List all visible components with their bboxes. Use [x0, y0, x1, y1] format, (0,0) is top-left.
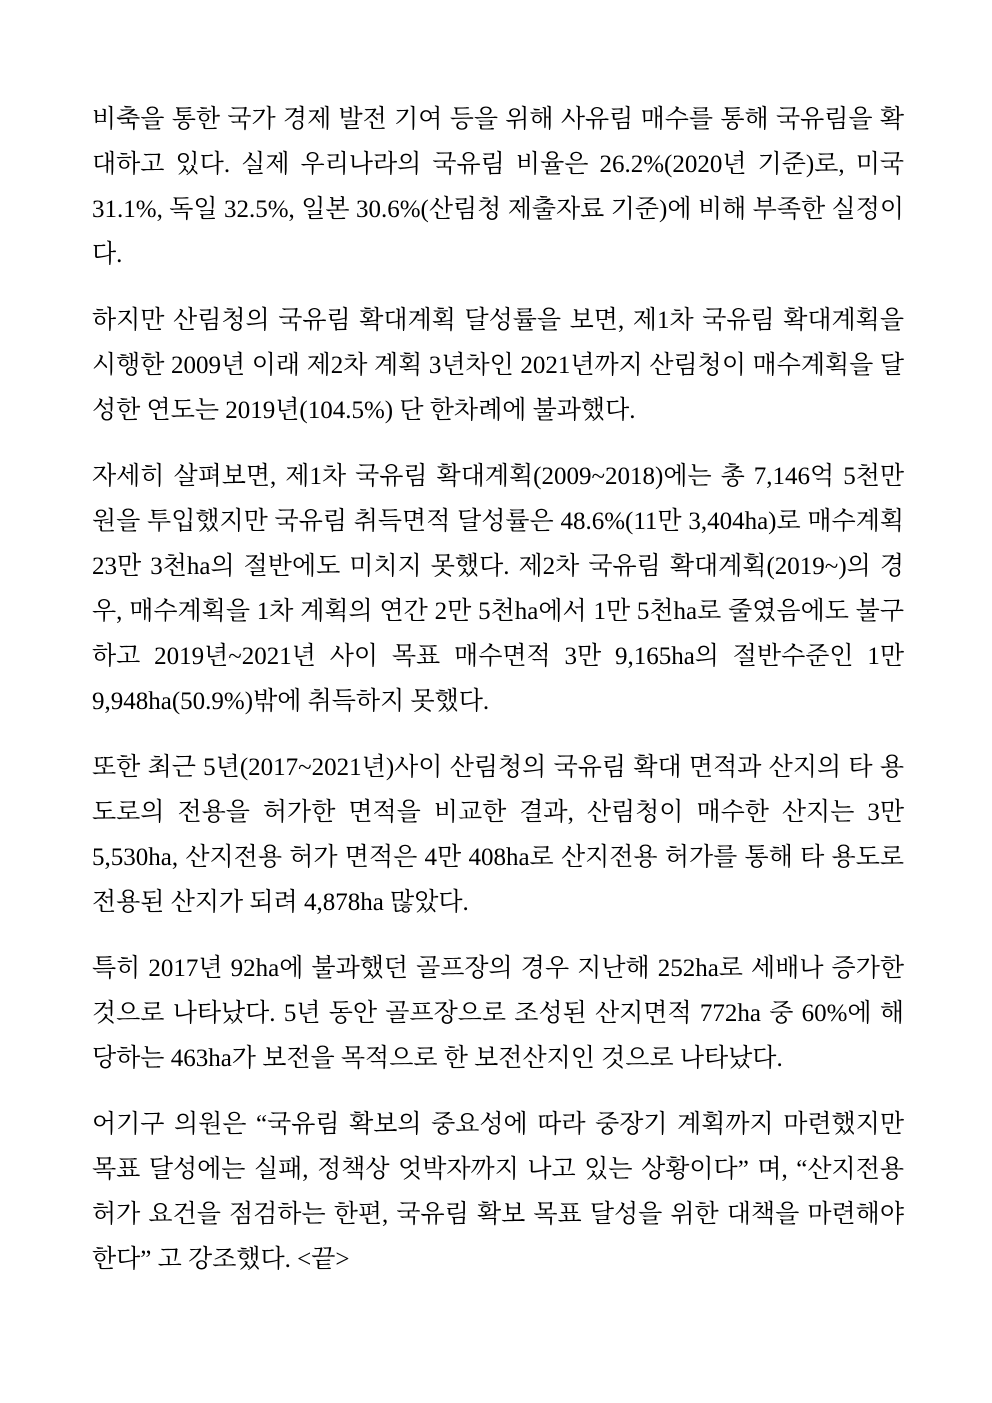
paragraph-conversion-comparison: 또한 최근 5년(2017~2021년)사이 산림청의 국유림 확대 면적과 산지의 타 용도로의 전용을 허가한 면적을 비교한 결과, 산림청이 매수한 산지는 3만 5,530ha, 산지전용 허가 면적은 4만 408ha로 산지전용 허가를 통해 타 용도로 전용된 산지가 되려 4,878ha 많았다.: [92, 754, 904, 916]
paragraph-plan-details: 자세히 살펴보면, 제1차 국유림 확대계획(2009~2018)에는 총 7,146억 5천만원을 투입했지만 국유림 취득면적 달성률은 48.6%(11만 3,404ha)로 매수계획 23만 3천ha의 절반에도 미치지 못했다. 제2차 국유림 확대계획(2019~)의 경우, 매수계획을 1차 계획의 연간 2만 5천ha에서 1만 5천ha로 줄였음에도 불구하고 2019년~2021년 사이 목표 매수면적 3만 9,165ha의 절반수준인 1만 9,948ha(50.9%)밖에 취득하지 못했다.: [92, 463, 904, 715]
paragraph-golf-course: 특히 2017년 92ha에 불과했던 골프장의 경우 지난해 252ha로 세배나 증가한 것으로 나타났다. 5년 동안 골프장으로 조성된 산지면적 772ha 중 60%에 해당하는 463ha가 보전을 목적으로 한 보전산지인 것으로 나타났다.: [92, 955, 904, 1072]
paragraph-national-forest-ratio: 비축을 통한 국가 경제 발전 기여 등을 위해 사유림 매수를 통해 국유림을 확대하고 있다. 실제 우리나라의 국유림 비율은 26.2%(2020년 기준)로, 미국 31.1%, 독일 32.5%, 일본 30.6%(산림청 제출자료 기준)에 비해 부족한 실정이다.: [92, 106, 904, 268]
paragraph-lawmaker-quote: 어기구 의원은 “국유림 확보의 중요성에 따라 중장기 계획까지 마련했지만 목표 달성에는 실패, 정책상 엇박자까지 나고 있는 상황이다” 며, “산지전용 허가 요건을 점검하는 한편, 국유림 확보 목표 달성을 위한 대책을 마련해야 한다” 고 강조했다. <끝>: [92, 1111, 904, 1273]
paragraph-expansion-plan-achievement: 하지만 산림청의 국유림 확대계획 달성률을 보면, 제1차 국유림 확대계획을 시행한 2009년 이래 제2차 계획 3년차인 2021년까지 산림청이 매수계획을 달성한 연도는 2019년(104.5%) 단 한차례에 불과했다.: [92, 307, 904, 424]
